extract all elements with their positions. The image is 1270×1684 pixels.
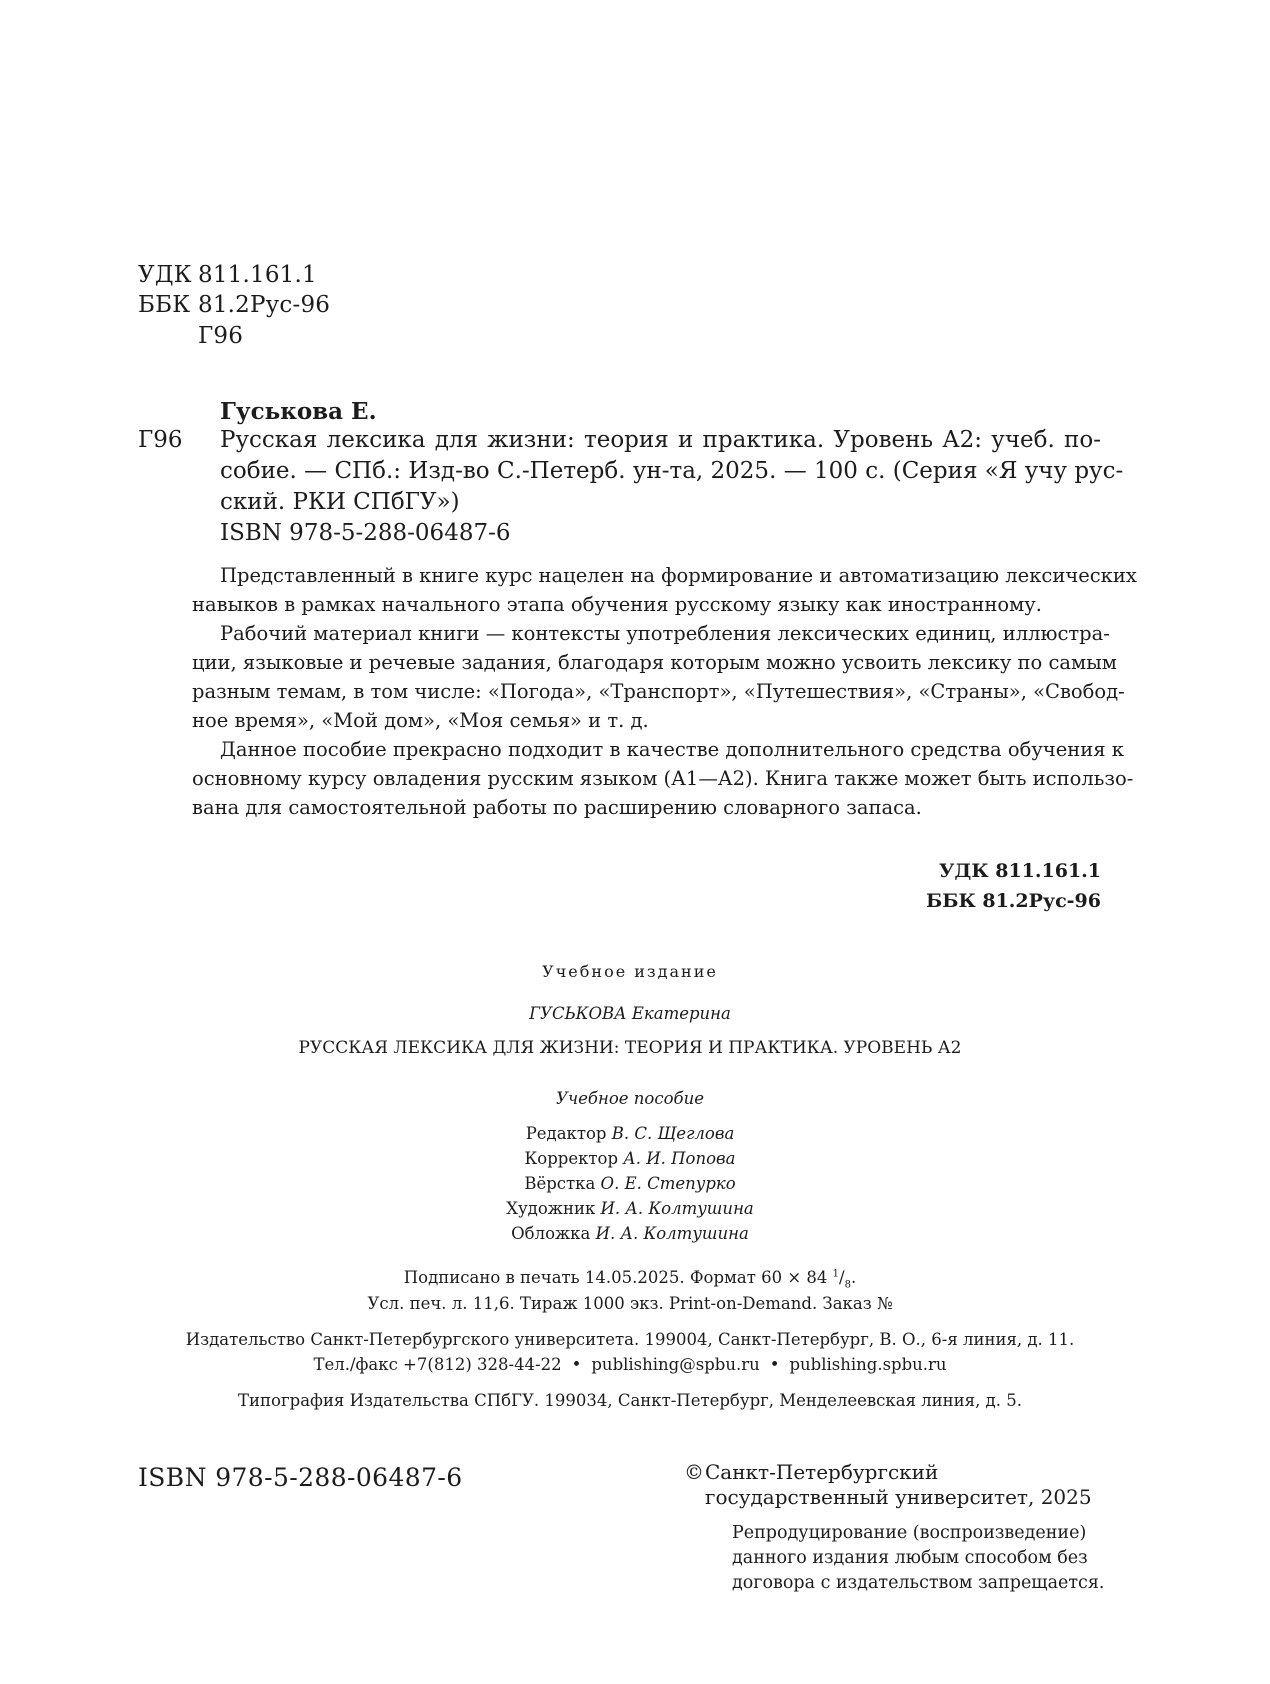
annotation-line: навыков в рамках начального этапа обучения русскому языку как иностранному. [192,593,1042,616]
reproduction-line: данного издания любым способом без [732,1548,1088,1568]
bbk-label: ББК [138,292,191,318]
separator-dot: • [769,1355,780,1374]
credit-proofreader [130,1149,1130,1168]
reproduction-notice [732,1521,1104,1596]
publisher-email: publishing@spbu.ru [591,1355,760,1374]
record-isbn: ISBN 978-5-288-06487-6 [220,520,511,546]
bbk-line [138,290,330,320]
record-line: ский. РКИ СПбГУ») [220,489,460,515]
bibliographic-record [220,425,1124,549]
annotation [192,561,1137,822]
credit-editor [130,1124,1130,1143]
publisher-site: publishing.spbu.ru [789,1355,947,1374]
copyright-symbol: © [684,1460,704,1484]
annotation-line: разным темам, в том числе: «Погода», «Транспорт», «Путешествия», «Страны», «Свобод- [192,680,1125,703]
reproduction-line: Репродуцирование (воспроизведение) [732,1523,1087,1543]
copyright-line: государственный университет, 2025 [705,1485,1092,1509]
credit-name: И. А. Колтушина [595,1224,749,1243]
imprint-subtype: Учебное пособие [555,1089,705,1108]
reproduction-line: договора с издательством запрещается. [732,1573,1105,1593]
credit-role: Художник [506,1199,596,1218]
author-mark: Г96 [198,323,244,349]
record-line: собие. — СПб.: Изд-во С.-Петерб. ун-та, 2025. — 100 с. (Серия «Я учу рус- [220,458,1124,484]
copyright-line: Санкт-Петербургский [705,1460,939,1484]
separator-dot: • [571,1355,582,1374]
credit-role: Корректор [524,1149,619,1168]
annotation-paragraph [192,619,1125,735]
edition-type: Учебное издание [542,962,718,981]
annotation-paragraph [192,561,1137,619]
udk-value: 811.161.1 [198,262,317,288]
annotation-line: основному курсу овладения русским языком (А1—А2). Книга также может быть использо- [192,767,1134,790]
publisher-contacts [130,1355,1130,1374]
bbk-value: 81.2Рус-96 [198,292,331,318]
credit-role: Вёрстка [524,1174,596,1193]
imprint-title: РУССКАЯ ЛЕКСИКА ДЛЯ ЖИЗНИ: ТЕОРИЯ И ПРАКТИКА. УРОВЕНЬ А2 [298,1038,962,1058]
annotation-line: Представленный в книге курс нацелен на формирование и автоматизацию лексических [220,564,1137,587]
annotation-line: Рабочий материал книги — контексты употребления лексических единиц, иллюстра- [220,622,1110,645]
record-author-mark: Г96 [138,427,183,453]
imprint-author: ГУСЬКОВА Екатерина [529,1004,731,1023]
credit-name: О. Е. Степурко [600,1174,736,1193]
annotation-line: ции, языковые и речевые задания, благодаря которым можно усвоить лексику по самым [192,651,1117,674]
credit-layout [130,1174,1130,1193]
credit-cover [130,1224,1130,1243]
print-format: Подписано в печать 14.05.2025. Формат 60 × 84 [403,1268,828,1287]
typography-line: Типография Издательства СПбГУ. 199034, Санкт-Петербург, Менделеевская линия, д. 5. [238,1391,1022,1410]
annotation-paragraph [192,735,1134,822]
publisher-phone: Тел./факс +7(812) 328-44-22 [313,1355,562,1374]
isbn-bottom: ISBN 978-5-288-06487-6 [138,1463,463,1492]
copyright-block [684,1460,1092,1510]
credit-artist [130,1199,1130,1218]
format-fraction-denominator: 8 [844,1279,851,1291]
right-bbk: ББК 81.2Рус-96 [926,890,1101,912]
udk-label: УДК [138,262,192,288]
record-author: Гуськова Е. [220,398,377,425]
publisher-address: Издательство Санкт-Петербургского университета. 199004, Санкт-Петербург, В. О., 6-я линия, д. 11. [185,1330,1075,1349]
annotation-line: Данное пособие прекрасно подходит в качестве дополнительного средства обучения к [220,738,1124,761]
annotation-line: ное время», «Мой дом», «Моя семья» и т. д. [192,709,649,732]
right-udk: УДК 811.161.1 [939,860,1101,882]
credit-name: А. И. Попова [623,1149,736,1168]
print-signed-line: Подписано в печать 14.05.2025. Формат 60 × 84 $^1/_8$. [403,1268,857,1291]
credit-name: И. А. Колтушина [600,1199,754,1218]
print-run-line: Усл. печ. л. 11,6. Тираж 1000 экз. Print-on-Demand. Заказ № [367,1294,893,1313]
annotation-line: вана для самостоятельной работы по расширению словарного запаса. [192,796,922,819]
format-fraction-numerator: 1 [832,1268,840,1280]
credit-name: В. С. Щеглова [611,1124,735,1143]
credit-role: Редактор [525,1124,607,1143]
udk-line [138,260,317,290]
credit-role: Обложка [511,1224,591,1243]
record-line: Русская лексика для жизни: теория и практика. Уровень А2: учеб. по- [220,427,1101,453]
